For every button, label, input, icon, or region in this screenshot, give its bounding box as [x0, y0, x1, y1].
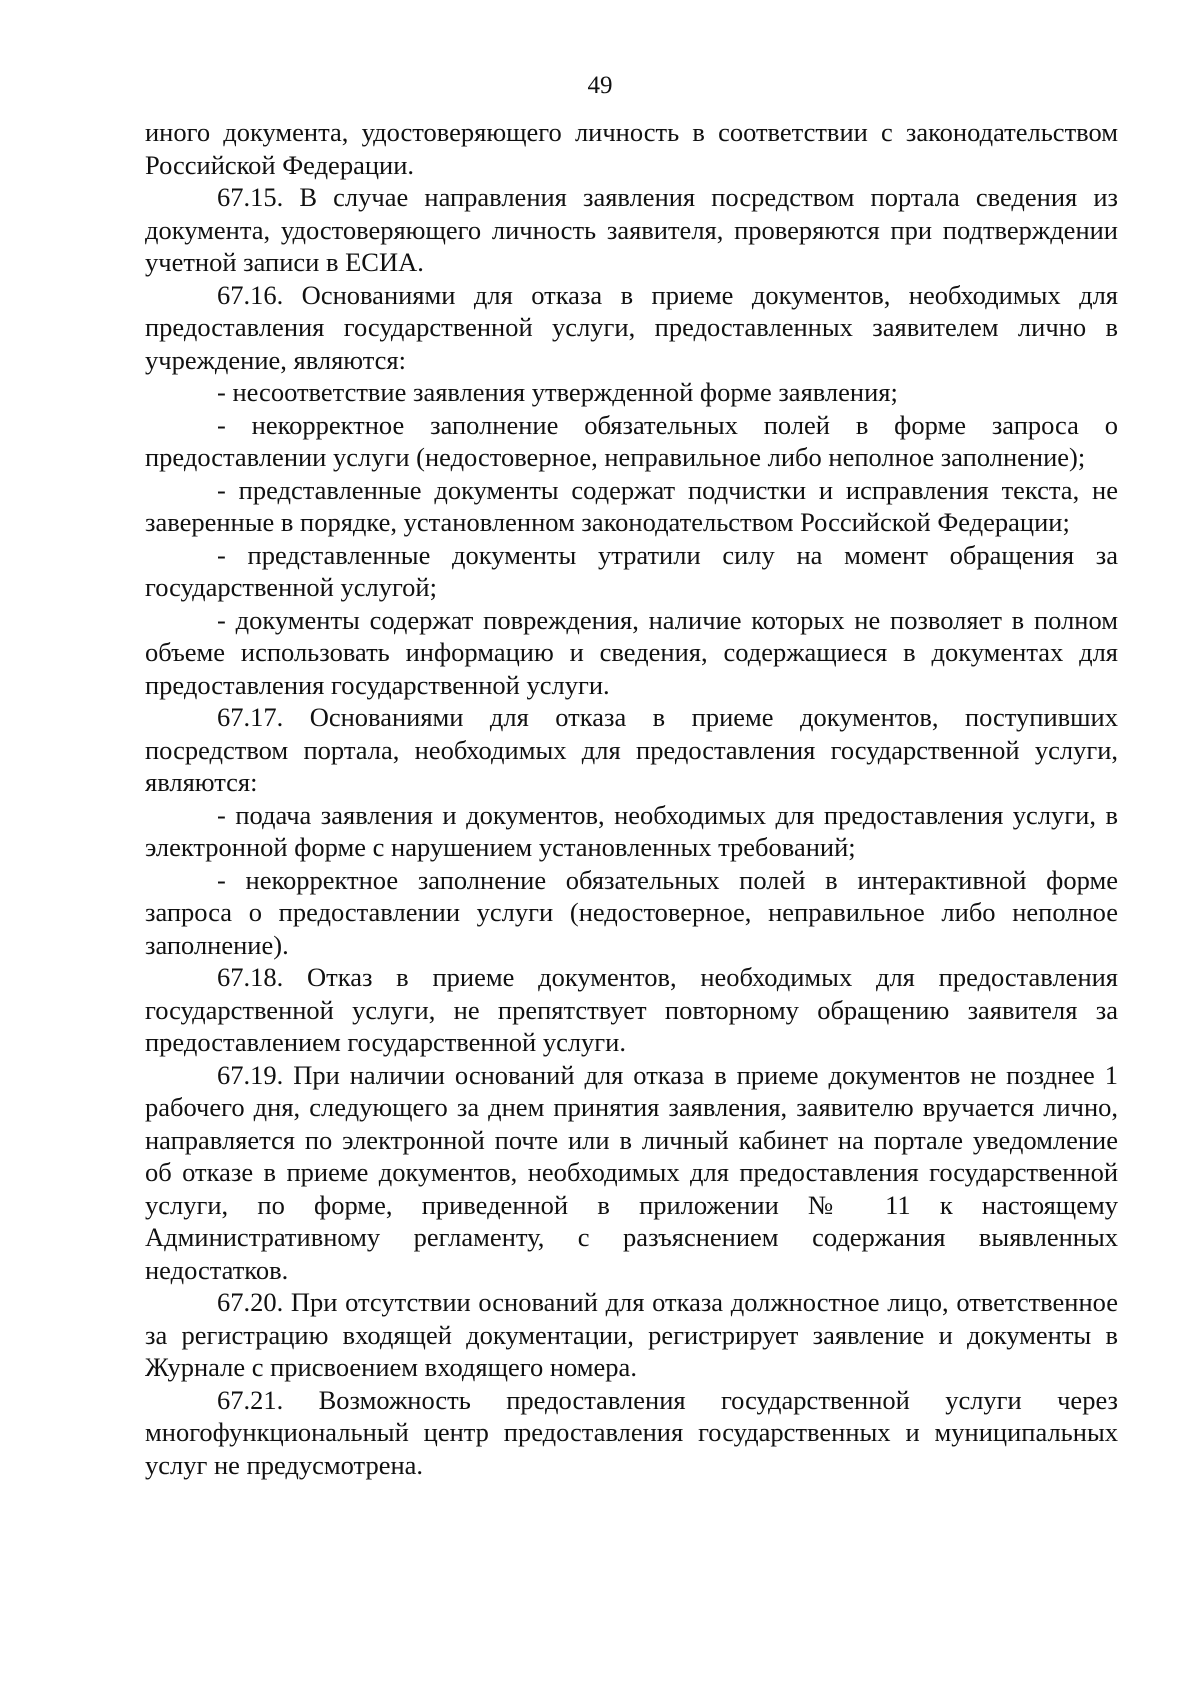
- list-item-67-16-d: - представленные документы утратили силу на момент обращения за государственной услугой;: [145, 539, 1118, 602]
- list-item-67-16-c: - представленные документы содержат подчистки и исправления текста, не заверенные в порядке, установленном законодательством Российской Федерации;: [145, 474, 1118, 537]
- paragraph-67-21: 67.21. Возможность предоставления государственной услуги через многофункциональный центр предоставления государственных и муниципальных услуг не предусмотрена.: [145, 1384, 1118, 1480]
- list-item-67-16-e: - документы содержат повреждения, наличие которых не позволяет в полном объеме использовать информацию и сведения, содержащиеся в документах для предоставления государственной услуги.: [145, 604, 1118, 700]
- paragraph-67-18: 67.18. Отказ в приеме документов, необходимых для предоставления государственной услуги, не препятствует повторному обращению заявителя за предоставлением государственной услуги.: [145, 962, 1118, 1057]
- paragraph-67-16: 67.16. Основаниями для отказа в приеме документов, необходимых для предоставления государственной услуги, предоставленных заявителем лично в учреждение, являются:: [145, 279, 1118, 375]
- paragraph-67-17: 67.17. Основаниями для отказа в приеме документов, поступивших посредством портала, необходимых для предоставления государственной услуги, являются:: [145, 702, 1118, 797]
- list-item-67-17-b: - некорректное заполнение обязательных полей в интерактивной форме запроса о предоставлении услуги (недостоверное, неправильное либо неполное заполнение).: [145, 864, 1118, 960]
- document-body: [145, 116, 1118, 1481]
- page-number: 49: [587, 72, 613, 99]
- paragraph-67-20: 67.20. При отсутствии оснований для отказа должностное лицо, ответственное за регистрацию входящей документации, регистрирует заявление и документы в Журнале с присвоением входящего номера.: [145, 1287, 1118, 1382]
- list-item-67-17-a: - подача заявления и документов, необходимых для предоставления услуги, в электронной форме с нарушением установленных требований;: [145, 799, 1118, 862]
- list-item-67-16-a: - несоответствие заявления утвержденной форме заявления;: [217, 377, 898, 407]
- paragraph-67-19: 67.19. При наличии оснований для отказа в приеме документов не позднее 1 рабочего дня, следующего за днем принятия заявления, заявителю вручается лично, направляется по электронной почте или в личный кабинет на портале уведомление об отказе в приеме документов, необходимых для предоставления государственной услуги, по форме, приведенной в приложении № 11 к настоящему Административному регламенту, с разъяснением содержания выявленных недостатков.: [145, 1059, 1118, 1285]
- paragraph-continuation: иного документа, удостоверяющего личность в соответствии с законодательством Российской Федерации.: [145, 117, 1118, 180]
- list-item-67-16-b: - некорректное заполнение обязательных полей в форме запроса о предоставлении услуги (недостоверное, неправильное либо неполное заполнение);: [145, 409, 1118, 472]
- paragraph-67-15: 67.15. В случае направления заявления посредством портала сведения из документа, удостоверяющего личность заявителя, проверяются при подтверждении учетной записи в ЕСИА.: [145, 182, 1118, 277]
